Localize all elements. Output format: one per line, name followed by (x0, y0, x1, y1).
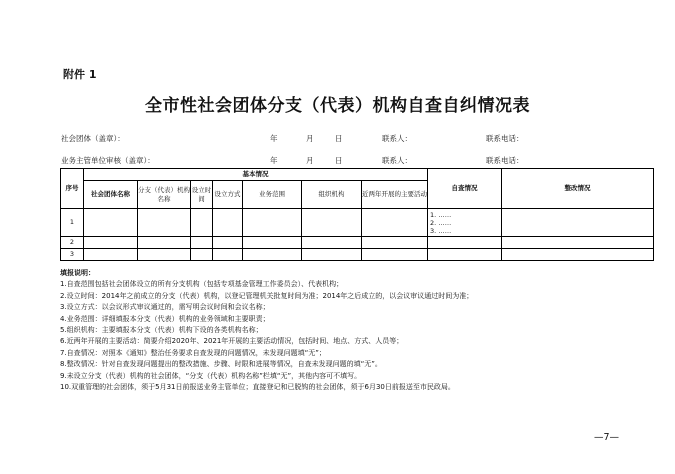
notes-heading: 填报说明： (60, 269, 95, 277)
check-item: 3. …… (430, 226, 452, 235)
phone-label: 联系电话： (486, 134, 524, 143)
year-label: 年 (270, 156, 278, 165)
contact-label: 联系人： (382, 134, 412, 143)
check-item: 2. …… (430, 218, 452, 227)
note-item: 5.组织机构：主要填报本分支（代表）机构下设的各类机构名称； (60, 326, 263, 335)
day-label: 日 (335, 134, 343, 143)
note-item: 8.整改情况：针对自查发现问题提出的整改措施、步骤、时限和进展等情况，自查未发现问题的填“无”。 (60, 360, 382, 369)
note-item: 1.自查范围包括社会团体设立的所有分支机构（包括专项基金管理工作委员会）、代表机构； (60, 280, 344, 289)
header-founding-method: 设立方式 (213, 181, 243, 209)
note-item: 9.未设立分支（代表）机构的社会团体，“分支（代表）机构名称”栏填“无”，其他内容可不填写。 (60, 371, 362, 380)
row-seq: 2 (61, 237, 84, 249)
header-main-activities: 近两年开展的主要活动 (362, 181, 428, 209)
row-seq: 3 (61, 249, 84, 261)
self-check-table (60, 168, 654, 261)
header-rectification: 整改情况 (502, 169, 654, 209)
header-founding-time: 设立时间 (191, 181, 213, 209)
table-row (61, 209, 654, 237)
header-self-check: 自查情况 (428, 169, 502, 209)
header-branch-name: 分支（代表）机构名称 (138, 181, 191, 209)
note-item: 4.业务范围：详细填报本分支（代表）机构的业务领域和主要职责； (60, 314, 270, 323)
org-seal-label: 社会团体（盖章）： (61, 134, 125, 143)
note-item: 10.双重管理的社会团体，须于5月31日前报送业务主管单位；直接登记和已脱钩的社会团体，须于6月30日前报送至市民政局。 (60, 383, 455, 392)
filling-instructions (60, 268, 660, 393)
year-label: 年 (270, 134, 278, 143)
supervisor-seal-label: 业务主管单位审核（盖章）： (61, 156, 155, 165)
check-item: 1. …… (430, 210, 452, 219)
phone-label: 联系电话： (486, 156, 524, 165)
note-item: 7.自查情况：对照本《通知》整治任务要求自查发现的问题情况，未发现问题填“无”； (60, 348, 326, 357)
row-seq: 1 (61, 209, 84, 237)
annex-label: 附件 1 (63, 68, 97, 81)
table-row (61, 237, 654, 249)
month-label: 月 (306, 156, 314, 165)
self-check-cell[interactable] (428, 209, 502, 237)
note-item: 6.近两年开展的主要活动：简要介绍2020年、2021年开展的主要活动情况，包括时间、地点、方式、人员等； (60, 337, 404, 346)
header-basic-info: 基本情况 (84, 169, 428, 181)
header-org-structure: 组织机构 (302, 181, 362, 209)
contact-label: 联系人： (382, 156, 412, 165)
note-item: 2.设立时间：2014年之前成立的分支（代表）机构，以登记管理机关批复时间为准；2014年之后成立的，以会议审议通过时间为准； (60, 291, 474, 300)
header-business-scope: 业务范围 (243, 181, 302, 209)
header-seq: 序号 (61, 169, 84, 209)
month-label: 月 (306, 134, 314, 143)
document-title: 全市性社会团体分支（代表）机构自查自纠情况表 (145, 96, 530, 116)
page-number: —7— (593, 432, 619, 443)
day-label: 日 (335, 156, 343, 165)
table-row (61, 249, 654, 261)
note-item: 3.设立方式：以会议形式审议通过的，需写明会议时间和会议名称； (60, 303, 270, 312)
header-parent-name: 社会团体名称 (84, 181, 138, 209)
